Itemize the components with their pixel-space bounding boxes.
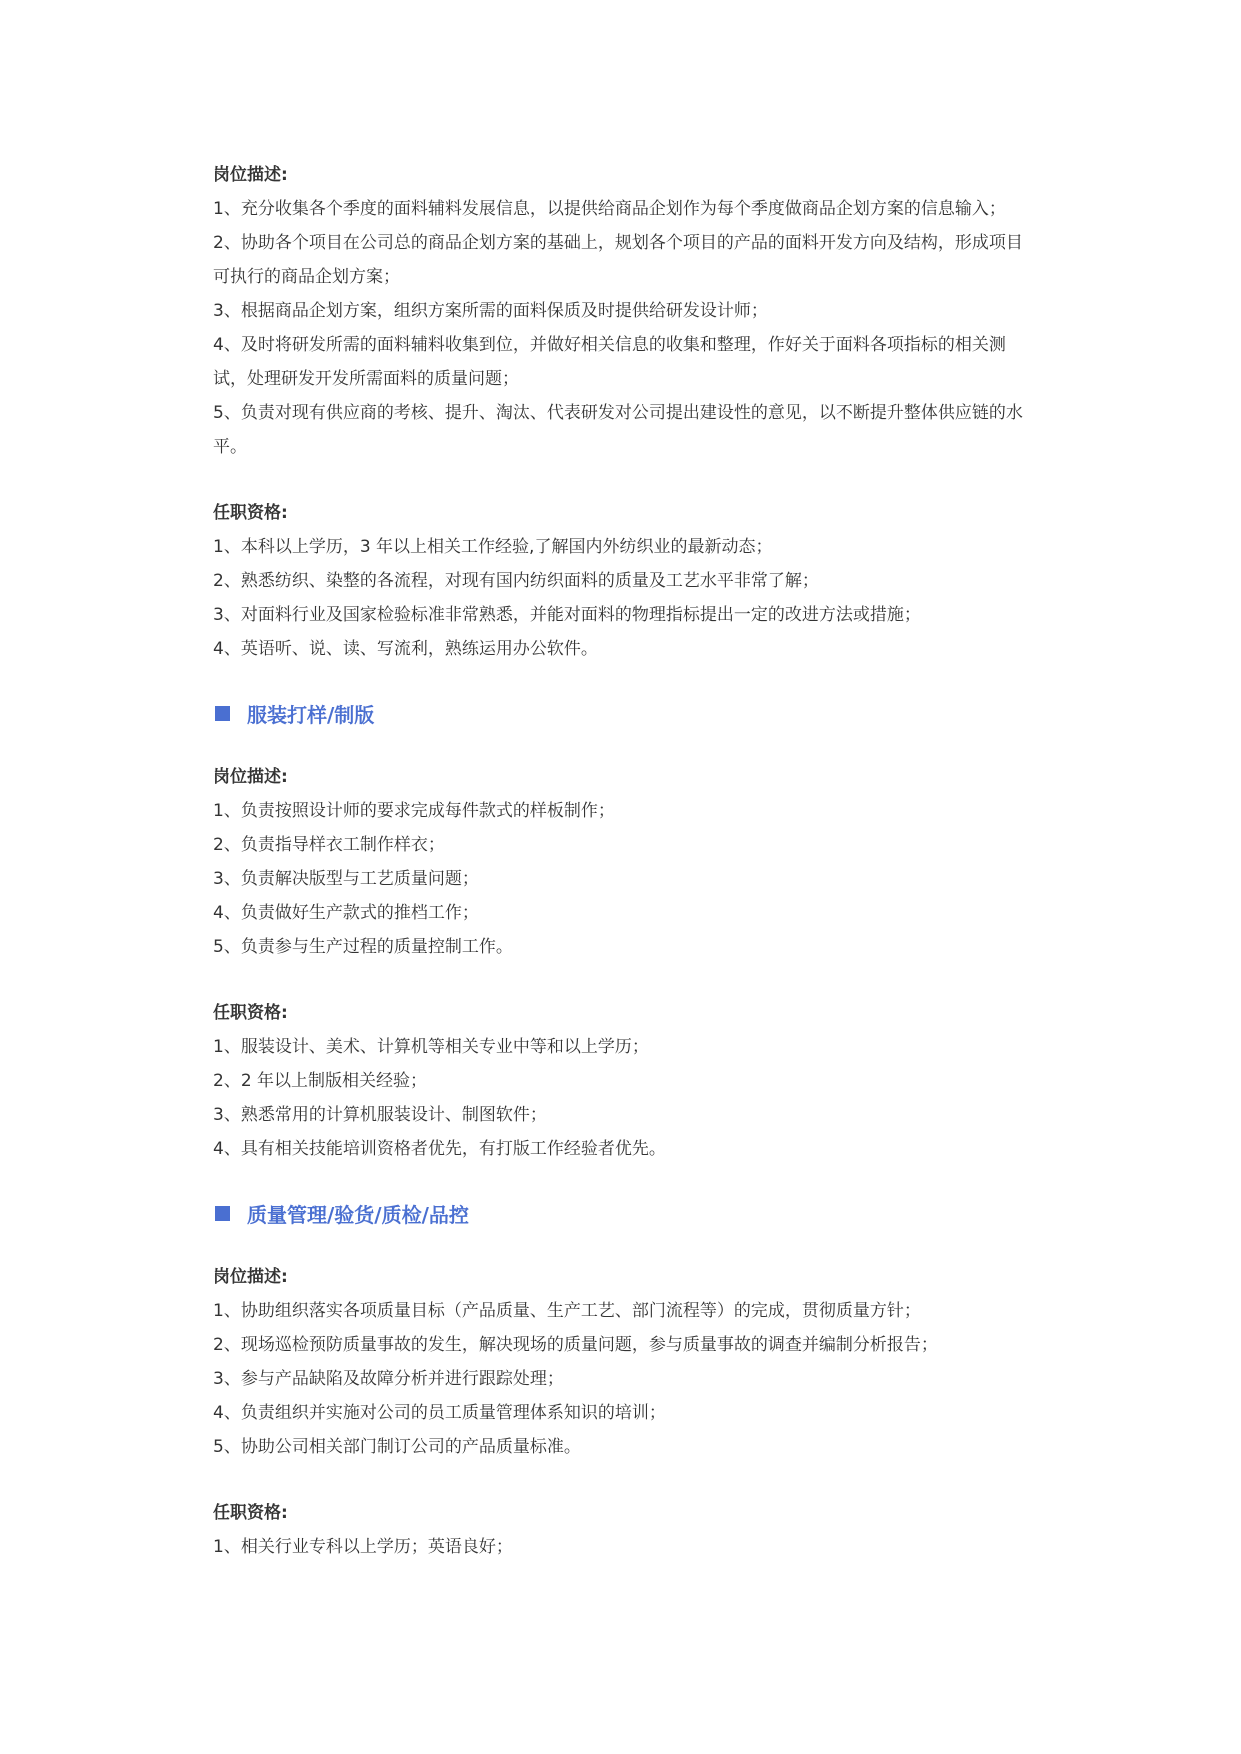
section-heading-text: 服装打样/制版: [247, 702, 375, 727]
list-item: 3、对面料行业及国家检验标准非常熟悉，并能对面料的物理指标提出一定的改进方法或措施；: [213, 605, 921, 625]
list-item: 1、相关行业专科以上学历；英语良好；: [213, 1537, 513, 1557]
square-icon: [215, 706, 230, 721]
section-pattern-making: [213, 696, 1033, 1166]
list-item: 2、协助各个项目在公司总的商品企划方案的基础上，规划各个项目的产品的面料开发方向及结构，形成项目可执行的商品企划方案；: [213, 233, 1023, 287]
list-item: 4、负责做好生产款式的推档工作；: [213, 903, 479, 923]
section-heading-text: 质量管理/验货/质检/品控: [247, 1202, 469, 1227]
job-description-label: 岗位描述:: [213, 165, 288, 185]
document-page: [213, 158, 1033, 1564]
section-fabric: [213, 158, 1033, 666]
qualifications-label: 任职资格:: [213, 1503, 288, 1523]
list-item: 3、参与产品缺陷及故障分析并进行跟踪处理；: [213, 1369, 564, 1389]
qualifications-label: 任职资格:: [213, 503, 288, 523]
section-quality-control: [213, 1196, 1033, 1564]
qualifications-label: 任职资格:: [213, 1003, 288, 1023]
list-item: 2、熟悉纺织、染整的各流程，对现有国内纺织面料的质量及工艺水平非常了解；: [213, 571, 819, 591]
list-item: 5、负责对现有供应商的考核、提升、淘汰、代表研发对公司提出建设性的意见，以不断提升整体供应链的水平。: [213, 403, 1023, 457]
list-item: 4、负责组织并实施对公司的员工质量管理体系知识的培训；: [213, 1403, 666, 1423]
job-description-label: 岗位描述:: [213, 767, 288, 787]
list-item: 4、具有相关技能培训资格者优先，有打版工作经验者优先。: [213, 1139, 666, 1159]
list-item: 2、现场巡检预防质量事故的发生，解决现场的质量问题，参与质量事故的调查并编制分析报告；: [213, 1335, 938, 1355]
list-item: 4、及时将研发所需的面料辅料收集到位，并做好相关信息的收集和整理，作好关于面料各项指标的相关测试，处理研发开发所需面料的质量问题；: [213, 335, 1006, 389]
list-item: 1、充分收集各个季度的面料辅料发展信息，以提供给商品企划作为每个季度做商品企划方案的信息输入；: [213, 199, 1006, 219]
list-item: 1、本科以上学历，3 年以上相关工作经验,了解国内外纺织业的最新动态；: [213, 537, 773, 557]
list-item: 5、负责参与生产过程的质量控制工作。: [213, 937, 513, 957]
list-item: 2、2 年以上制版相关经验；: [213, 1071, 428, 1091]
list-item: 4、英语听、说、读、写流利，熟练运用办公软件。: [213, 639, 598, 659]
list-item: 1、协助组织落实各项质量目标（产品质量、生产工艺、部门流程等）的完成，贯彻质量方针；: [213, 1301, 921, 1321]
list-item: 1、服装设计、美术、计算机等相关专业中等和以上学历；: [213, 1037, 649, 1057]
job-description-label: 岗位描述:: [213, 1267, 288, 1287]
list-item: 3、根据商品企划方案，组织方案所需的面料保质及时提供给研发设计师；: [213, 301, 768, 321]
list-item: 5、协助公司相关部门制订公司的产品质量标准。: [213, 1437, 581, 1457]
list-item: 2、负责指导样衣工制作样衣；: [213, 835, 445, 855]
list-item: 3、熟悉常用的计算机服装设计、制图软件；: [213, 1105, 547, 1125]
section-heading: [213, 1196, 1033, 1230]
list-item: 1、负责按照设计师的要求完成每件款式的样板制作；: [213, 801, 615, 821]
section-heading: [213, 696, 1033, 730]
square-icon: [215, 1206, 230, 1221]
list-item: 3、负责解决版型与工艺质量问题；: [213, 869, 479, 889]
